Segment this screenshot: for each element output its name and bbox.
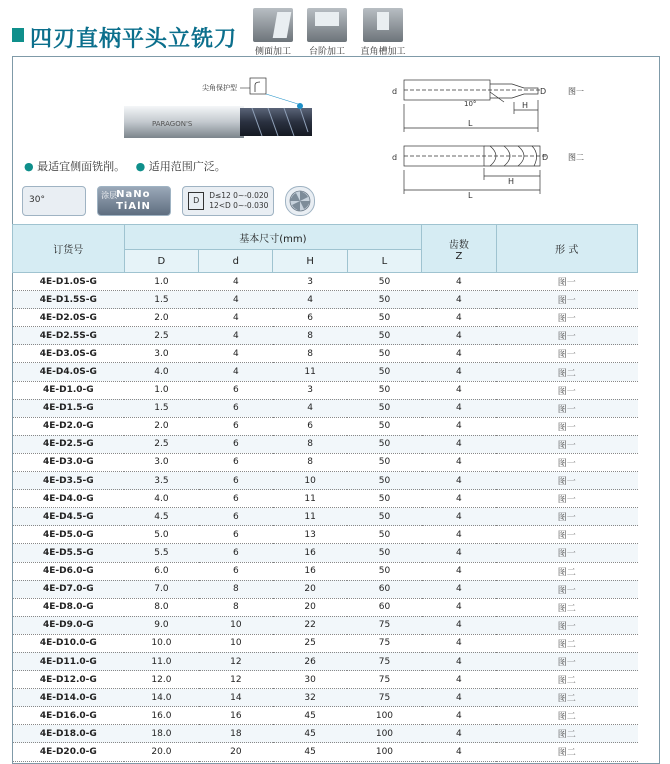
cell-l: 50	[347, 381, 422, 399]
cell-d: 6.0	[124, 562, 199, 580]
coating-line2: TiAlN	[116, 201, 151, 212]
cell-form: 图一	[496, 345, 637, 363]
coating-icon	[97, 186, 171, 216]
cell-d: 20	[199, 743, 273, 761]
cell-h: 16	[273, 544, 347, 562]
op-label-slot: 直角槽加工	[360, 47, 406, 57]
cell-h: 45	[273, 725, 347, 743]
cell-h: 11	[273, 363, 347, 381]
spec-icons	[22, 186, 321, 216]
cell-h: 8	[273, 327, 347, 345]
cell-d: 18.0	[124, 725, 199, 743]
cell-h: 20	[273, 580, 347, 598]
fig1-label: 图一	[568, 87, 584, 96]
cell-l: 50	[347, 544, 422, 562]
flute-count-icon	[285, 186, 315, 216]
cell-form: 图一	[496, 472, 637, 490]
cell-d: 18	[199, 725, 273, 743]
cell-form: 图二	[496, 689, 637, 707]
feature-item: 适用范围广泛。	[148, 160, 226, 173]
cell-order: 4E-D2.0-G	[13, 417, 125, 435]
cell-d: 2.0	[124, 417, 199, 435]
cell-h: 10	[273, 472, 347, 490]
cell-d: 4	[199, 309, 273, 327]
cell-h: 16	[273, 562, 347, 580]
cell-d: 7.0	[124, 580, 199, 598]
table-row	[13, 598, 638, 616]
table-row	[13, 472, 638, 490]
cell-order: 4E-D8.0-G	[13, 598, 125, 616]
cell-h: 6	[273, 417, 347, 435]
tolerance-line1: D≤12 0~-0.020	[209, 191, 269, 200]
cell-d: 3.5	[124, 472, 199, 490]
cell-z: 4	[422, 616, 496, 634]
table-row	[13, 707, 638, 725]
cell-d: 4	[199, 345, 273, 363]
cell-l: 75	[347, 634, 422, 652]
cell-d: 1.0	[124, 273, 199, 291]
cell-d: 1.5	[124, 399, 199, 417]
cell-l: 50	[347, 526, 422, 544]
cell-order: 4E-D16.0-G	[13, 707, 125, 725]
cell-order: 4E-D14.0-G	[13, 689, 125, 707]
cell-form: 图一	[496, 327, 637, 345]
table-row	[13, 652, 638, 670]
cell-order: 4E-D7.0-G	[13, 580, 125, 598]
table-row	[13, 743, 638, 761]
cell-d: 12	[199, 671, 273, 689]
th-D: D	[124, 250, 199, 273]
op-side-milling	[246, 8, 300, 57]
cell-order: 4E-D5.5-G	[13, 544, 125, 562]
cell-order: 4E-D4.5-G	[13, 508, 125, 526]
cell-z: 4	[422, 634, 496, 652]
cell-order: 4E-D1.0S-G	[13, 273, 125, 291]
fig2-H: H	[508, 177, 515, 186]
cell-d: 14	[199, 689, 273, 707]
cell-h: 3	[273, 273, 347, 291]
cell-l: 75	[347, 616, 422, 634]
cell-l: 60	[347, 598, 422, 616]
tolerance-line2: 12<D 0~-0.030	[209, 201, 269, 210]
cell-form: 图一	[496, 435, 637, 453]
table-row	[13, 309, 638, 327]
cell-l: 100	[347, 707, 422, 725]
cell-z: 4	[422, 508, 496, 526]
th-d: d	[199, 250, 273, 273]
cell-order: 4E-D1.5-G	[13, 399, 125, 417]
cell-d: 20.0	[124, 743, 199, 761]
cell-l: 50	[347, 435, 422, 453]
coating-side-label: 涂层	[101, 191, 118, 200]
th-H: H	[273, 250, 347, 273]
cell-form: 图一	[496, 399, 637, 417]
th-teeth-label: 齿数	[448, 239, 469, 251]
tolerance-d: D	[188, 192, 204, 210]
cell-d: 8	[199, 580, 273, 598]
cell-d: 6	[199, 526, 273, 544]
cell-d: 4.0	[124, 363, 199, 381]
cell-h: 45	[273, 743, 347, 761]
cell-form: 图二	[496, 671, 637, 689]
cell-d: 1.5	[124, 291, 199, 309]
cell-d: 9.0	[124, 616, 199, 634]
cell-h: 11	[273, 490, 347, 508]
cell-d: 5.5	[124, 544, 199, 562]
cell-d: 4	[199, 363, 273, 381]
cell-z: 4	[422, 490, 496, 508]
table-row	[13, 634, 638, 652]
drawing-fig2	[404, 146, 549, 194]
cell-form: 图一	[496, 273, 637, 291]
fig2-d: d	[392, 153, 398, 162]
op-label-step: 台阶加工	[308, 47, 345, 57]
cell-l: 50	[347, 309, 422, 327]
cell-form: 图二	[496, 707, 637, 725]
cell-z: 4	[422, 381, 496, 399]
cell-order: 4E-D3.5-G	[13, 472, 125, 490]
cell-d: 6	[199, 544, 273, 562]
cell-form: 图一	[496, 309, 637, 327]
table-row	[13, 273, 638, 291]
cell-form: 图一	[496, 616, 637, 634]
cell-d: 5.0	[124, 526, 199, 544]
cell-form: 图二	[496, 743, 637, 761]
cell-l: 50	[347, 508, 422, 526]
cell-d: 3.0	[124, 453, 199, 471]
cell-l: 60	[347, 580, 422, 598]
callout-label: 尖角保护型	[202, 84, 237, 92]
cell-h: 30	[273, 671, 347, 689]
cell-l: 75	[347, 671, 422, 689]
cell-d: 6	[199, 508, 273, 526]
cell-d: 3.0	[124, 345, 199, 363]
cell-d: 6	[199, 381, 273, 399]
cell-d: 2.5	[124, 435, 199, 453]
cell-order: 4E-D5.0-G	[13, 526, 125, 544]
table-row	[13, 526, 638, 544]
cell-h: 8	[273, 453, 347, 471]
cell-order: 4E-D4.0S-G	[13, 363, 125, 381]
table-row	[13, 345, 638, 363]
cell-h: 22	[273, 616, 347, 634]
cell-order: 4E-D9.0-G	[13, 616, 125, 634]
cell-z: 4	[422, 671, 496, 689]
cell-d: 4	[199, 291, 273, 309]
cell-h: 4	[273, 399, 347, 417]
cell-l: 50	[347, 345, 422, 363]
table-row	[13, 671, 638, 689]
cell-d: 10.0	[124, 634, 199, 652]
cell-z: 4	[422, 453, 496, 471]
corner-marker	[297, 103, 303, 109]
cell-z: 4	[422, 580, 496, 598]
title-marker	[12, 28, 24, 42]
table-row	[13, 490, 638, 508]
cell-z: 4	[422, 327, 496, 345]
spec-table-wrap	[12, 224, 638, 762]
op-slot-milling	[356, 8, 410, 57]
cell-h: 13	[273, 526, 347, 544]
cell-d: 1.0	[124, 381, 199, 399]
cell-order: 4E-D4.0-G	[13, 490, 125, 508]
cell-form: 图二	[496, 725, 637, 743]
cell-z: 4	[422, 309, 496, 327]
cell-z: 4	[422, 273, 496, 291]
cell-l: 75	[347, 652, 422, 670]
spec-table	[12, 224, 638, 762]
cell-z: 4	[422, 363, 496, 381]
page-header	[0, 0, 670, 56]
helix-angle-value: 30°	[29, 195, 45, 205]
feature-list	[24, 158, 226, 174]
side-milling-icon	[253, 8, 293, 42]
table-row	[13, 689, 638, 707]
cell-form: 图一	[496, 526, 637, 544]
cell-order: 4E-D11.0-G	[13, 652, 125, 670]
cell-z: 4	[422, 399, 496, 417]
cell-order: 4E-D2.5-G	[13, 435, 125, 453]
cell-order: 4E-D18.0-G	[13, 725, 125, 743]
cell-d: 6	[199, 490, 273, 508]
cell-z: 4	[422, 707, 496, 725]
coating-line1: NaNo	[116, 189, 151, 200]
table-row	[13, 399, 638, 417]
spec-table-body	[13, 273, 638, 762]
cell-d: 6	[199, 417, 273, 435]
fig1-D: D	[540, 87, 547, 96]
cell-l: 50	[347, 562, 422, 580]
cell-order: 4E-D2.0S-G	[13, 309, 125, 327]
cell-form: 图一	[496, 544, 637, 562]
cell-d: 10	[199, 634, 273, 652]
bullet-icon: ●	[135, 160, 146, 173]
cell-d: 11.0	[124, 652, 199, 670]
feature-item: 最适宜侧面铣削。	[37, 160, 126, 173]
cell-z: 4	[422, 562, 496, 580]
cell-form: 图一	[496, 291, 637, 309]
cell-form: 图一	[496, 580, 637, 598]
cell-order: 4E-D12.0-G	[13, 671, 125, 689]
cell-l: 50	[347, 453, 422, 471]
cell-z: 4	[422, 598, 496, 616]
fig1-H: H	[522, 101, 529, 110]
cell-d: 8.0	[124, 598, 199, 616]
cell-d: 4.5	[124, 508, 199, 526]
cell-d: 4	[199, 273, 273, 291]
fig1-d: d	[392, 87, 398, 96]
cell-d: 2.0	[124, 309, 199, 327]
table-row	[13, 580, 638, 598]
cell-d: 8	[199, 598, 273, 616]
cell-d: 16	[199, 707, 273, 725]
table-row	[13, 435, 638, 453]
cell-l: 50	[347, 363, 422, 381]
table-row	[13, 616, 638, 634]
cell-d: 6	[199, 435, 273, 453]
cell-form: 图二	[496, 598, 637, 616]
cell-l: 75	[347, 689, 422, 707]
cell-l: 50	[347, 490, 422, 508]
cell-l: 50	[347, 291, 422, 309]
cell-h: 6	[273, 309, 347, 327]
cell-order: 4E-D6.0-G	[13, 562, 125, 580]
th-teeth-sub: Z	[455, 250, 463, 262]
table-row	[13, 363, 638, 381]
table-row	[13, 544, 638, 562]
cell-z: 4	[422, 472, 496, 490]
cell-d: 6	[199, 562, 273, 580]
bullet-icon: ●	[24, 160, 34, 173]
table-row	[13, 562, 638, 580]
fig1-L: L	[468, 119, 473, 128]
cell-order: 4E-D10.0-G	[13, 634, 125, 652]
cell-l: 50	[347, 273, 422, 291]
cell-l: 50	[347, 399, 422, 417]
cell-d: 14.0	[124, 689, 199, 707]
cell-d: 12.0	[124, 671, 199, 689]
cell-z: 4	[422, 291, 496, 309]
cell-h: 8	[273, 435, 347, 453]
cell-z: 4	[422, 652, 496, 670]
page-title: 四刃直柄平头立铣刀	[30, 27, 238, 52]
cell-d: 4	[199, 327, 273, 345]
cell-l: 100	[347, 743, 422, 761]
corner-detail-box	[250, 78, 266, 94]
cell-h: 20	[273, 598, 347, 616]
cell-order: 4E-D2.5S-G	[13, 327, 125, 345]
cell-form: 图一	[496, 490, 637, 508]
cell-z: 4	[422, 435, 496, 453]
cell-z: 4	[422, 526, 496, 544]
cell-d: 4.0	[124, 490, 199, 508]
cell-form: 图一	[496, 453, 637, 471]
cell-z: 4	[422, 417, 496, 435]
th-L: L	[347, 250, 422, 273]
cell-z: 4	[422, 345, 496, 363]
cell-form: 图一	[496, 508, 637, 526]
cell-h: 3	[273, 381, 347, 399]
cell-h: 11	[273, 508, 347, 526]
cell-order: 4E-D1.0-G	[13, 381, 125, 399]
cell-h: 45	[273, 707, 347, 725]
th-basic: 基本尺寸(mm)	[124, 225, 422, 250]
cell-d: 6	[199, 472, 273, 490]
cell-l: 100	[347, 725, 422, 743]
cell-d: 6	[199, 399, 273, 417]
fig2-D: D	[542, 153, 549, 162]
cell-l: 50	[347, 327, 422, 345]
cell-z: 4	[422, 544, 496, 562]
cell-form: 图二	[496, 363, 637, 381]
step-milling-icon	[307, 8, 347, 42]
op-label-side: 侧面加工	[254, 47, 291, 57]
cell-order: 4E-D20.0-G	[13, 743, 125, 761]
helix-angle-icon	[22, 186, 86, 216]
cell-order: 4E-D1.5S-G	[13, 291, 125, 309]
cell-l: 50	[347, 417, 422, 435]
brand-text: PARAGON'S	[152, 120, 193, 128]
cell-order: 4E-D3.0-G	[13, 453, 125, 471]
cell-h: 8	[273, 345, 347, 363]
table-row	[13, 291, 638, 309]
cell-d: 2.5	[124, 327, 199, 345]
cell-order: 4E-D3.0S-G	[13, 345, 125, 363]
fig1-angle: 10°	[464, 100, 477, 108]
slot-milling-icon	[363, 8, 403, 42]
cell-form: 图二	[496, 562, 637, 580]
cell-form: 图一	[496, 652, 637, 670]
table-row	[13, 327, 638, 345]
cell-d: 12	[199, 652, 273, 670]
tolerance-icon	[182, 186, 274, 216]
cell-form: 图一	[496, 417, 637, 435]
cell-z: 4	[422, 689, 496, 707]
table-row	[13, 417, 638, 435]
th-teeth	[422, 225, 496, 273]
cell-l: 50	[347, 472, 422, 490]
cell-h: 26	[273, 652, 347, 670]
cell-d: 6	[199, 453, 273, 471]
table-row	[13, 725, 638, 743]
th-order: 订货号	[13, 225, 125, 273]
cell-h: 32	[273, 689, 347, 707]
cell-z: 4	[422, 743, 496, 761]
cell-z: 4	[422, 725, 496, 743]
fig2-L: L	[468, 191, 473, 200]
table-row	[13, 508, 638, 526]
cell-h: 4	[273, 291, 347, 309]
th-form: 形 式	[496, 225, 637, 273]
table-row	[13, 453, 638, 471]
cell-h: 25	[273, 634, 347, 652]
cell-d: 16.0	[124, 707, 199, 725]
fig2-label: 图二	[568, 153, 584, 162]
table-row	[13, 381, 638, 399]
cell-form: 图二	[496, 634, 637, 652]
op-step-milling	[300, 8, 354, 57]
four-flute-icon	[286, 187, 314, 215]
cell-form: 图一	[496, 381, 637, 399]
cell-d: 10	[199, 616, 273, 634]
